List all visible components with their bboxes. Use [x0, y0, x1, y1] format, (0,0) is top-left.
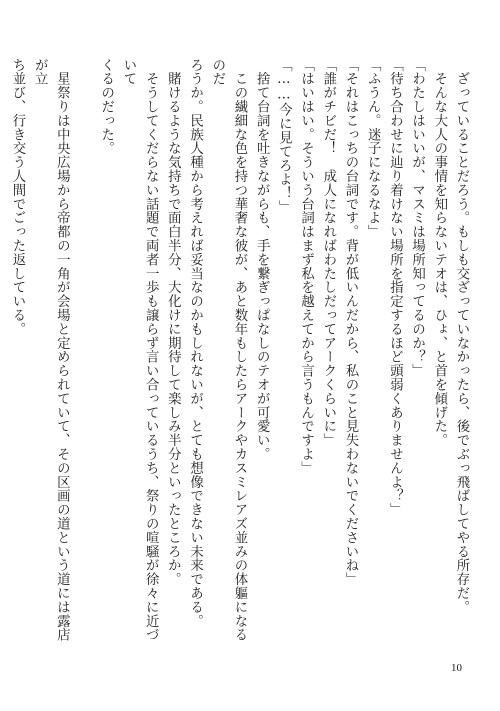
text-line: 「わたしはいいが、マスミは場所知ってるのか？」 [409, 58, 425, 378]
text-line: 「待ち合わせに辿り着けない場所を指定するほど頭弱くありませんよ？」 [387, 58, 403, 517]
text-line: 「……今に見てろよ！」 [276, 58, 292, 215]
text-line: そんな大人の事情を知らないテオは、ひょ、と首を傾げた。 [431, 58, 447, 448]
text-line: この繊細な色を持つ華奢な彼が、あと数年もしたらアークやカスミレアズ並みの体軀になるのだ [209, 58, 247, 642]
text-line: 捨て台詞を吐きながらも、手を繋ぎっぱなしのテオが可愛い。 [254, 58, 270, 462]
text-line: そうしてくだらない話題で両者一歩も譲らず言い合っているうち、祭りの喧騒が徐々に近づいて [120, 58, 159, 642]
text-line: 星祭りは中央広場から帝都の一角が会場と定められていて、その区画の道という道には露店が立 [32, 58, 70, 642]
text-line: くるのだった。 [98, 58, 114, 156]
text-line: 「誰がチビだ！ 成人になればわたしだってアークくらいに」 [320, 58, 336, 448]
text-line: 賭けるような気持ちで面白半分、大化けに期待して楽しみ半分といったところか。 [165, 58, 181, 587]
text-line: ち並び、行き交う人間でごった返している。 [9, 58, 25, 336]
page-number: 10 [451, 662, 462, 674]
text-line: 「ふうん。迷子になるなよ」 [365, 58, 381, 239]
vertical-text-body [9, 58, 472, 648]
text-line [72, 58, 94, 648]
text-line: ざっていることだろう。もしも交ざっていなかったら、後でぶっ飛ばしてやる所存だ。 [454, 58, 469, 614]
text-line: 「はいはい。そういう台詞はまず私を越えてから言うもんですよ」 [298, 58, 314, 475]
text-line: ろうか。民族人種から考えれば妥当なのかもしれないが、とても想像できない未来である。 [187, 58, 203, 628]
text-line: 「それはこっちの台詞です。背が低いんだから、私のこと見失わないでくださいね」 [342, 58, 358, 587]
